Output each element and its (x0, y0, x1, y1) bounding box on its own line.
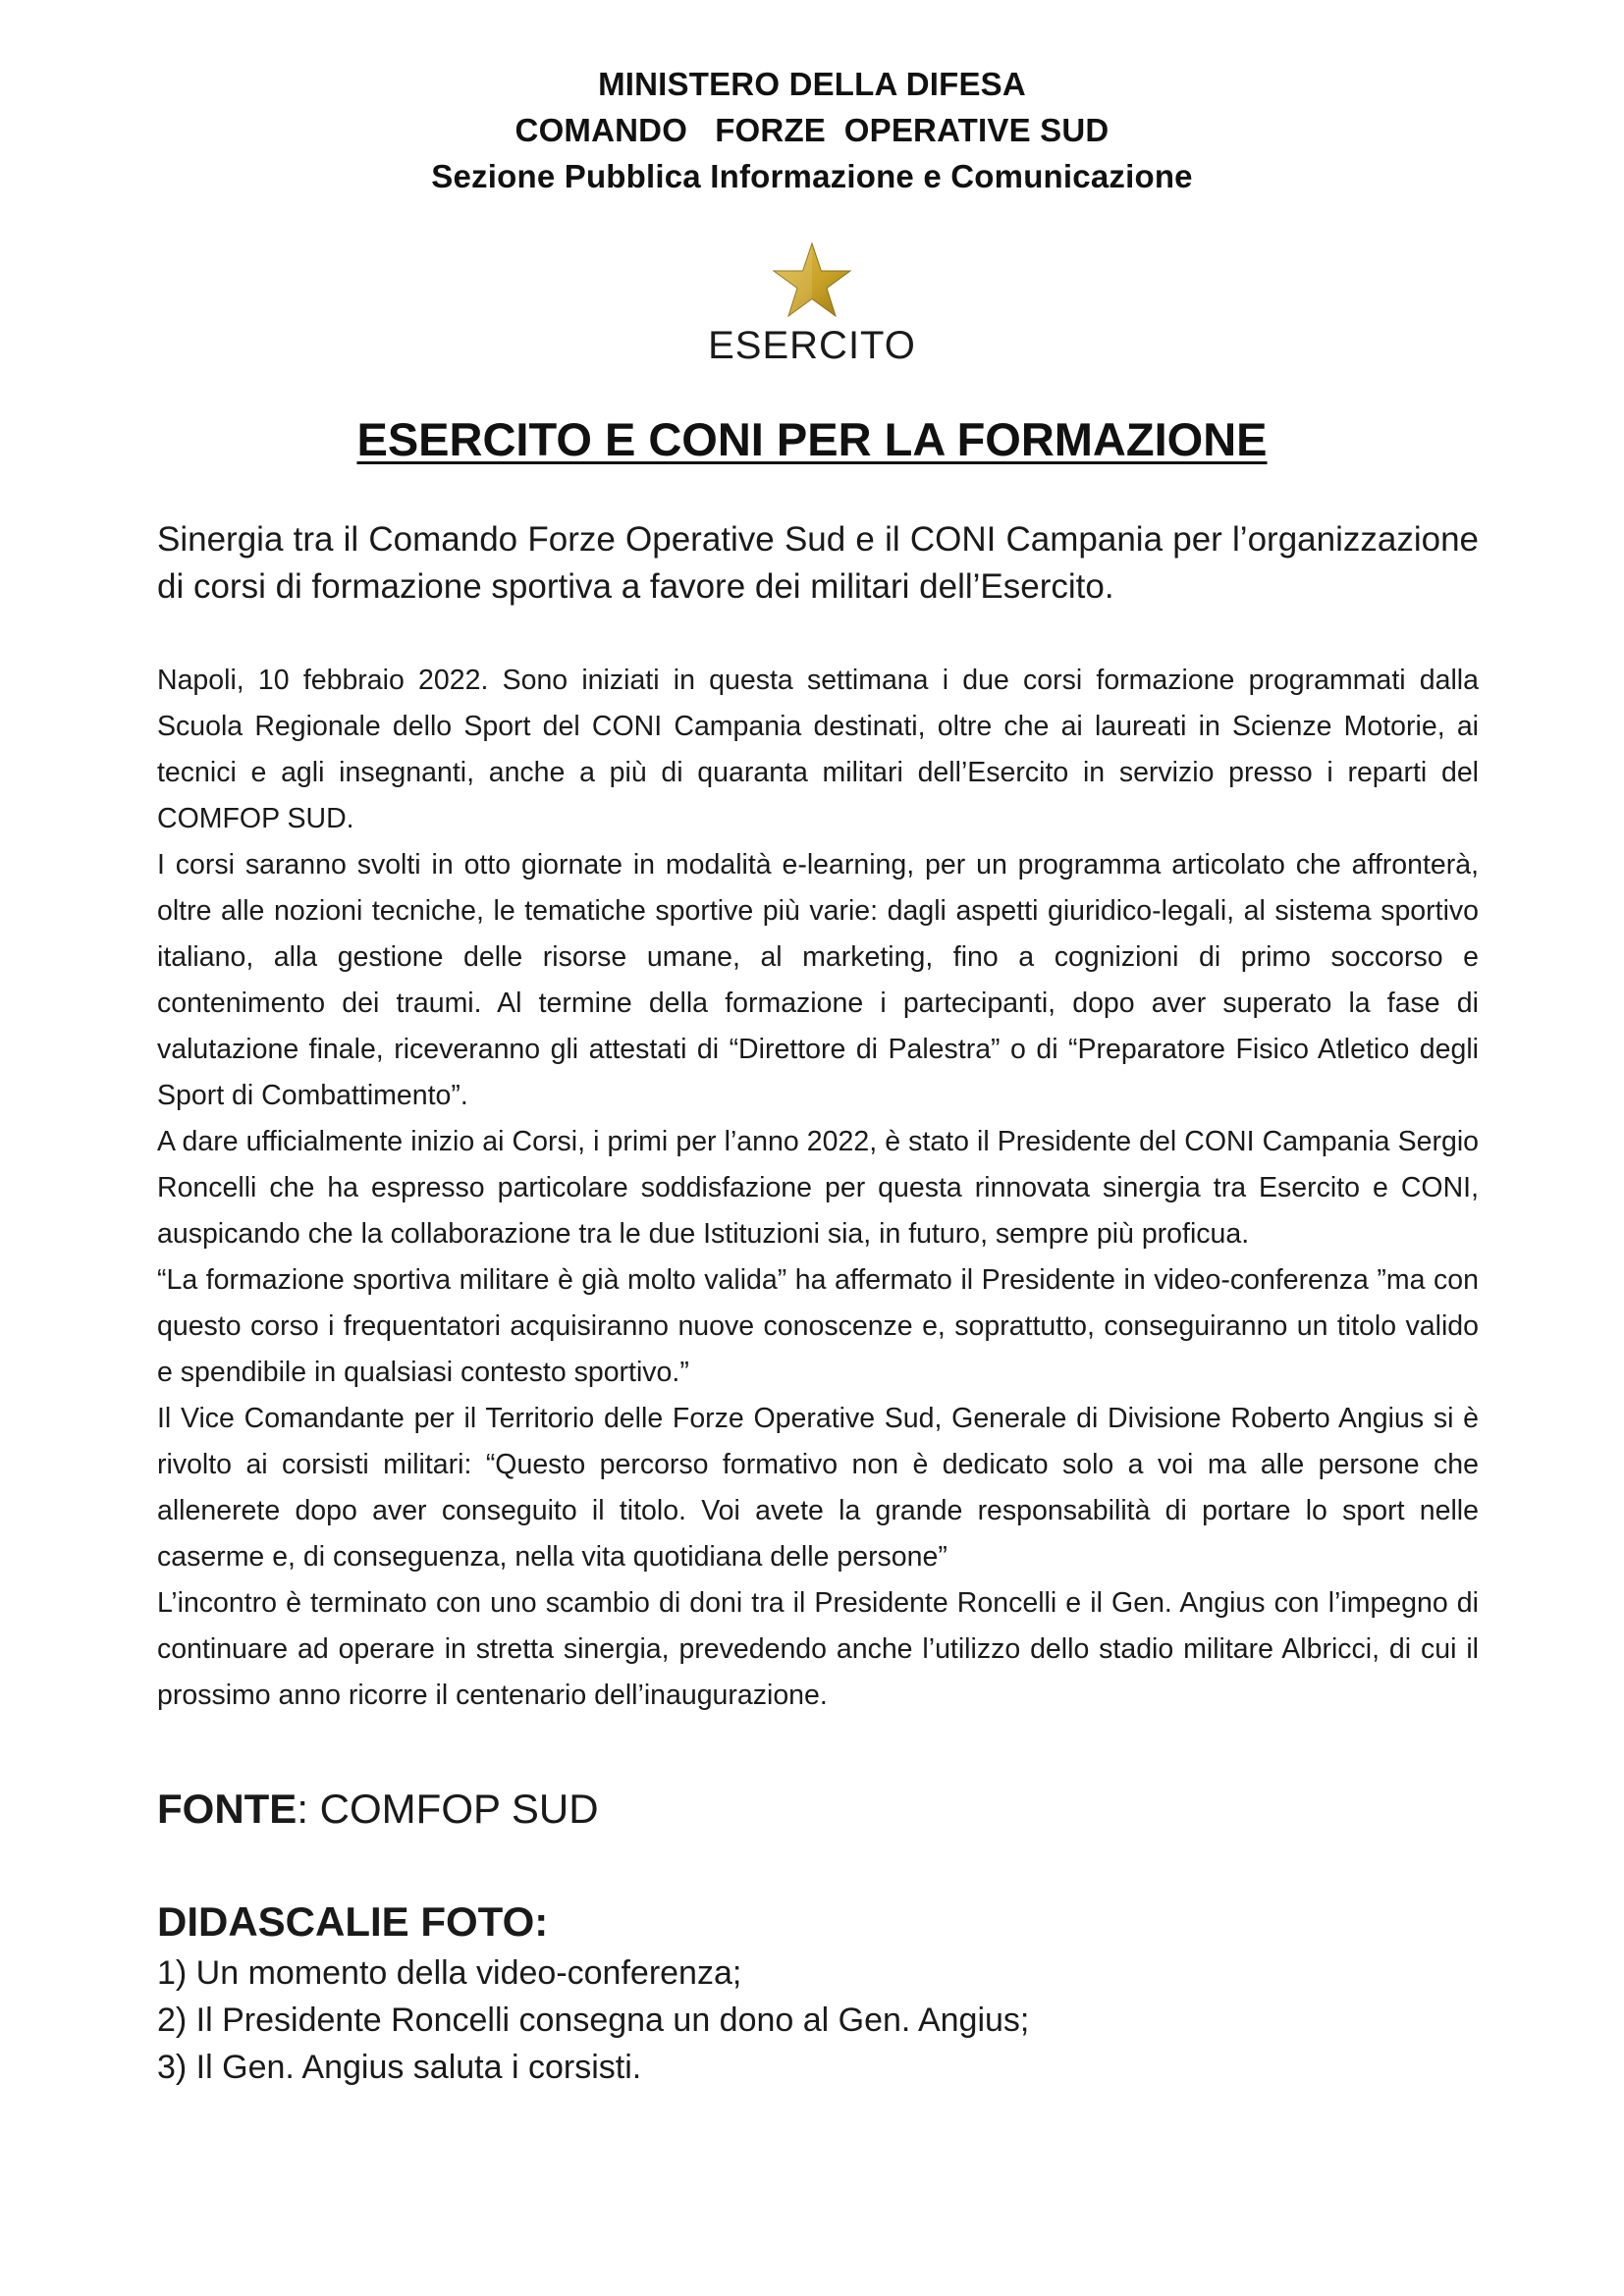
list-item: 1) Un momento della video-conferenza; (157, 1954, 742, 1992)
source-line (157, 1782, 1479, 1837)
star-icon (771, 241, 853, 320)
paragraph: Il Vice Comandante per il Territorio delle Forze Operative Sud, Generale di Divisione Roberto Angius si è rivolto ai corsisti militari: “Questo percorso formativo non è dedicato solo a voi ma alle persone che allenerete dopo aver conseguito il titolo. Voi avete la grande responsabilità di portare lo sport nelle caserme e, di conseguenza, nella vita quotidiana delle persone” (157, 1403, 1479, 1573)
logo-text: ESERCITO (708, 324, 916, 367)
header-section: Sezione Pubblica Informazione e Comunicazione (431, 158, 1193, 194)
header-command: COMANDO FORZE OPERATIVE SUD (514, 112, 1110, 148)
document-header (0, 61, 1624, 199)
source-value: COMFOP SUD (319, 1786, 599, 1832)
list-item: 2) Il Presidente Roncelli consegna un dono al Gen. Angius; (157, 2002, 1030, 2039)
article-body (157, 658, 1479, 1719)
captions-title: DIDASCALIE FOTO: (157, 1898, 549, 1945)
document-subtitle: Sinergia tra il Comando Forze Operative Sud e il CONI Campania per l’organizzazione di corsi di formazione sportiva a favore dei militari dell’Esercito. (157, 520, 1479, 606)
paragraph: Napoli, 10 febbraio 2022. Sono iniziati in questa settimana i due corsi formazione programmati dalla Scuola Regionale dello Sport del CONI Campania destinati, oltre che ai laureati in Scienze Motorie, ai tecnici e agli insegnanti, anche a più di quaranta militari dell’Esercito in servizio presso i reparti del COMFOP SUD. (157, 665, 1479, 834)
paragraph: I corsi saranno svolti in otto giornate in modalità e-learning, per un programma articolato che affronterà, oltre alle nozioni tecniche, le tematiche sportive più varie: dagli aspetti giuridico-legali, al sistema sportivo italiano, alla gestione delle risorse umane, al marketing, fino a cognizioni di primo soccorso e contenimento dei traumi. Al termine della formazione i partecipanti, dopo aver superato la fase di valutazione finale, riceveranno gli attestati di “Direttore di Palestra” o di “Preparatore Fisico Atletico degli Sport di Combattimento”. (157, 849, 1479, 1111)
paragraph: “La formazione sportiva militare è già molto valida” ha affermato il Presidente in video-conferenza ”ma con questo corso i frequentatori acquisiranno nuove conoscenze e, soprattutto, conseguiranno un titolo valido e spendibile in qualsiasi contesto sportivo.” (157, 1264, 1479, 1388)
paragraph: L’incontro è terminato con uno scambio di doni tra il Presidente Roncelli e il Gen. Angius con l’impegno di continuare ad operare in stretta sinergia, prevedendo anche l’utilizzo dello stadio militare Albricci, di cui il prossimo anno ricorre il centenario dell’inaugurazione. (157, 1587, 1479, 1711)
list-item: 3) Il Gen. Angius saluta i corsisti. (157, 2049, 642, 2086)
esercito-logo (0, 241, 1624, 365)
document-title: ESERCITO E CONI PER LA FORMAZIONE (356, 413, 1268, 465)
source-separator: : (297, 1786, 320, 1832)
captions-list (157, 1949, 1479, 2091)
paragraph: A dare ufficialmente inizio ai Corsi, i primi per l’anno 2022, è stato il Presidente del CONI Campania Sergio Roncelli che ha espresso particolare soddisfazione per questa rinnovata sinergia tra Esercito e CONI, auspicando che la collaborazione tra le due Istituzioni sia, in futuro, sempre più proficua. (157, 1126, 1479, 1250)
source-label: FONTE (157, 1786, 298, 1832)
header-ministry: MINISTERO DELLA DIFESA (598, 66, 1026, 102)
